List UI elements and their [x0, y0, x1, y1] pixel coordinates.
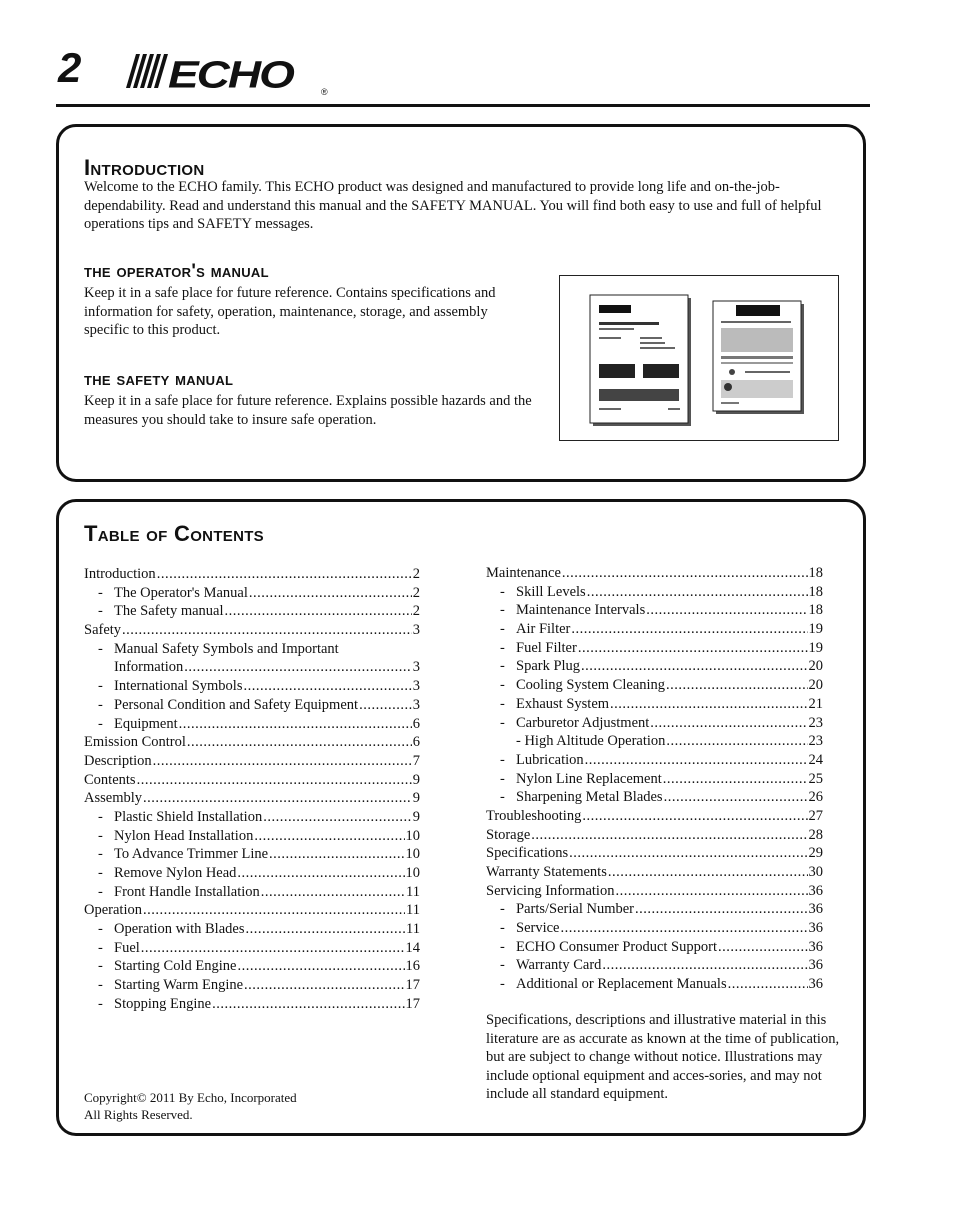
toc-leader-dots — [359, 697, 412, 714]
toc-entry-page: 3 — [412, 696, 420, 713]
toc-entry-label: ECHO Consumer Product Support — [516, 938, 717, 955]
toc-entry: - Warranty Card ..... 36 — [486, 957, 823, 976]
toc-entry-page: 18 — [808, 565, 823, 581]
toc-entry-page: 18 — [808, 602, 823, 619]
toc-entry-page: 26 — [808, 789, 823, 806]
svg-text:ECHO: ECHO — [168, 53, 293, 96]
toc-leader-dots — [728, 976, 808, 993]
toc-right-column — [486, 565, 823, 995]
toc-entry-page: 36 — [808, 882, 823, 899]
toc-entry-page: 9 — [412, 808, 420, 825]
toc-entry-label: Starting Warm Engine — [114, 977, 244, 994]
toc-entry-label: Remove Nylon Head — [114, 865, 237, 881]
toc-entry-page: 2 — [412, 603, 420, 620]
toc-leader-dots — [184, 659, 411, 676]
toc-entry-page: 25 — [808, 770, 823, 787]
toc-entry-label: Safety — [84, 622, 122, 639]
toc-entry: - Starting Cold Engine ..... 16 — [84, 958, 420, 977]
toc-entry — [486, 845, 823, 864]
toc-left-column — [84, 566, 420, 1015]
toc-leader-dots — [137, 772, 412, 789]
toc-leader-dots — [143, 790, 412, 807]
toc-entry — [84, 734, 420, 753]
toc-entry-page: 28 — [808, 826, 823, 843]
toc-entry-label: Operation — [84, 902, 142, 919]
toc-entry: - Manual Safety Symbols and Important — [98, 640, 339, 657]
toc-leader-dots — [179, 716, 412, 733]
toc-entry-label: Servicing Information — [486, 882, 615, 899]
toc-entry: - Spark Plug ..... 20 — [486, 658, 823, 677]
toc-entry-label: Plastic Shield Installation — [114, 808, 263, 825]
toc-entry-page: 36 — [808, 920, 823, 937]
copyright-line: Copyright© 2011 By Echo, Incorporated — [84, 1090, 297, 1105]
toc-entry: - The Operator's Manual ..... 2 — [84, 585, 420, 604]
operators-manual-text: Keep it in a safe place for future reference. Contains specifications and information for safety, operation, maintenance, storage, and assembly specific to this product. — [84, 285, 496, 339]
toc-entry-label: Information — [114, 659, 184, 676]
toc-entry-page: 9 — [412, 771, 420, 788]
toc-leader-dots — [585, 752, 808, 769]
toc-leader-dots — [663, 771, 808, 788]
toc-entry — [486, 733, 823, 752]
toc-entry — [84, 753, 420, 772]
toc-entry-label: Contents — [84, 771, 136, 788]
toc-entry: - International Symbols ..... 3 — [84, 678, 420, 697]
toc-entry: - Equipment ..... 6 — [84, 716, 420, 735]
toc-entry-label: Cooling System Cleaning — [516, 677, 666, 694]
toc-entry-page: 2 — [412, 584, 420, 601]
toc-entry: - Air Filter ..... 19 — [486, 621, 823, 640]
toc-entry-label: Operation with Blades — [114, 921, 245, 938]
toc-entry-page: 3 — [412, 659, 420, 676]
introduction-text: Welcome to the ECHO family. This ECHO product was designed and manufactured to provide long life and on-the-job-dependability. Read and understand this manual and the SAFETY MANUAL. You will find both easy to use and full of helpful operations tips and SAFETY messages. — [84, 179, 822, 233]
toc-leader-dots — [269, 846, 404, 863]
toc-entry-page: 2 — [412, 566, 420, 582]
toc-entry-page: 30 — [808, 864, 823, 880]
toc-leader-dots — [157, 566, 412, 583]
toc-entry-page: 6 — [412, 734, 420, 751]
toc-entry-page: 36 — [808, 938, 823, 955]
toc-entry — [84, 566, 420, 585]
toc-leader-dots — [666, 733, 807, 750]
toc-entry-label: Front Handle Installation — [114, 883, 260, 900]
toc-entry: - Plastic Shield Installation ..... 9 — [84, 809, 420, 828]
toc-entry: - Nylon Line Replacement ..... 25 — [486, 771, 823, 790]
toc-entry-label: Warranty Card — [516, 957, 602, 974]
toc-entry-label: The Safety manual — [114, 603, 224, 620]
toc-entry: - Front Handle Installation ..... 11 — [84, 884, 420, 903]
toc-entry-page: 19 — [808, 621, 823, 638]
toc-entry-page: 18 — [808, 583, 823, 600]
toc-entry-label: Skill Levels — [516, 583, 586, 600]
toc-entry: - ECHO Consumer Product Support ..... 36 — [486, 939, 823, 958]
toc-leader-dots — [225, 603, 412, 620]
toc-entry — [84, 790, 420, 809]
toc-leader-dots — [143, 902, 405, 919]
toc-leader-dots — [582, 808, 807, 825]
toc-entry — [486, 864, 823, 883]
toc-entry: - Maintenance Intervals ..... 18 — [486, 602, 823, 621]
toc-entry-page: 20 — [808, 658, 823, 675]
toc-entry — [84, 772, 420, 791]
toc-entry-label: Introduction — [84, 566, 156, 582]
toc-entry-page: 11 — [406, 902, 420, 919]
toc-entry-page: 17 — [405, 977, 420, 994]
toc-entry: - Fuel ..... 14 — [84, 940, 420, 959]
toc-entry-page: 36 — [808, 957, 823, 974]
toc-leader-dots — [261, 884, 405, 901]
toc-entry-label: Troubleshooting — [486, 807, 582, 824]
toc-entry: - Carburetor Adjustment ..... 23 — [486, 715, 823, 734]
manuals-illustration — [559, 275, 839, 441]
toc-leader-dots — [571, 621, 807, 638]
toc-entry-label: Warranty Statements — [486, 864, 607, 880]
toc-leader-dots — [141, 940, 405, 957]
toc-leader-dots — [153, 753, 412, 770]
toc-leader-dots — [650, 715, 807, 732]
toc-entry-page: 19 — [808, 639, 823, 656]
toc-leader-dots — [562, 565, 808, 582]
toc-leader-dots — [560, 920, 807, 937]
toc-leader-dots — [243, 678, 411, 695]
toc-entry-page: 21 — [808, 695, 823, 712]
toc-entry-label: Assembly — [84, 790, 142, 807]
toc-entry-page: 10 — [405, 846, 420, 863]
toc-entry-label: Equipment — [114, 715, 178, 732]
toc-entry — [84, 622, 420, 641]
toc-leader-dots — [610, 696, 807, 713]
toc-entry-label: Manual Safety Symbols and Important — [114, 640, 339, 657]
toc-entry-page: 14 — [405, 939, 420, 956]
toc-entry-label: Parts/Serial Number — [516, 901, 634, 918]
toc-leader-dots — [237, 865, 404, 882]
toc-entry — [486, 827, 823, 846]
toc-entry-label: Fuel — [114, 939, 140, 956]
table-of-contents-heading: Table of Contents — [84, 521, 264, 546]
toc-entry: - Operation with Blades ..... 11 — [84, 921, 420, 940]
safety-manual-text: Keep it in a safe place for future reference. Explains possible hazards and the measures you should take to insure safe operation. — [84, 393, 532, 428]
toc-entry-page: 36 — [808, 976, 823, 993]
toc-entry-page: 29 — [808, 845, 823, 862]
toc-entry-label: Spark Plug — [516, 658, 581, 675]
toc-leader-dots — [602, 957, 807, 974]
toc-entry-page: 20 — [808, 677, 823, 694]
toc-entry-label: Maintenance — [486, 565, 561, 581]
rights-line: All Rights Reserved. — [84, 1107, 193, 1122]
toc-entry — [84, 902, 420, 921]
toc-entry-page: 16 — [405, 958, 420, 975]
toc-entry: - To Advance Trimmer Line ..... 10 — [84, 846, 420, 865]
toc-entry-label: Nylon Line Replacement — [516, 770, 662, 787]
toc-entry-label: Stopping Engine — [114, 995, 212, 1012]
toc-entry: - Nylon Head Installation ..... 10 — [84, 828, 420, 847]
toc-leader-dots — [615, 883, 807, 900]
operators-manual-heading: the operator's manual — [84, 261, 269, 282]
toc-entry-label: Nylon Head Installation — [114, 827, 254, 844]
toc-leader-dots — [718, 939, 808, 956]
toc-entry: - Exhaust System ..... 21 — [486, 696, 823, 715]
toc-leader-dots — [581, 658, 807, 675]
toc-entry-label: International Symbols — [114, 678, 243, 695]
toc-leader-dots — [212, 996, 404, 1013]
toc-entry-label: Personal Condition and Safety Equipment — [114, 696, 359, 713]
toc-leader-dots — [122, 622, 412, 639]
disclaimer-text: Specifications, descriptions and illustrative material in this literature are as accurate as known at the time of publication, but are subject to change without notice. Illustrations may include optional equipment and acces-sories, and may not include all standard equipment. — [486, 1012, 840, 1102]
toc-leader-dots — [254, 828, 404, 845]
toc-entry-label: Exhaust System — [516, 695, 610, 712]
toc-leader-dots — [531, 827, 807, 844]
toc-entry-label: Lubrication — [516, 751, 584, 768]
echo-logo — [122, 52, 337, 96]
toc-entry — [486, 565, 823, 584]
toc-leader-dots — [569, 845, 807, 862]
toc-entry-page: 11 — [406, 921, 420, 938]
toc-leader-dots — [187, 734, 412, 751]
toc-entry-page: 6 — [412, 715, 420, 732]
toc-leader-dots — [244, 977, 404, 994]
toc-entry-page: 27 — [808, 807, 823, 824]
toc-leader-dots — [664, 789, 808, 806]
toc-leader-dots — [635, 901, 808, 918]
copyright — [84, 1089, 297, 1123]
toc-entry-label: The Operator's Manual — [114, 584, 248, 601]
header-rule — [56, 104, 870, 107]
introduction-heading: Introduction — [84, 155, 205, 180]
toc-entry-page: 36 — [808, 901, 823, 918]
toc-entry-label: Carburetor Adjustment — [516, 714, 650, 731]
toc-entry: - Service ..... 36 — [486, 920, 823, 939]
toc-leader-dots — [237, 958, 404, 975]
toc-entry-label: To Advance Trimmer Line — [114, 846, 269, 863]
toc-entry-label: Fuel Filter — [516, 639, 577, 656]
toc-entry-label: Maintenance Intervals — [516, 602, 646, 619]
toc-leader-dots — [587, 584, 808, 601]
toc-entry-page: 10 — [405, 865, 420, 881]
toc-entry-page: 7 — [412, 752, 420, 769]
toc-entry-label: - High Altitude Operation — [516, 733, 666, 750]
toc-entry: - Stopping Engine ..... 17 — [84, 996, 420, 1015]
toc-entry-page: 10 — [405, 827, 420, 844]
toc-entry: - Parts/Serial Number ..... 36 — [486, 901, 823, 920]
toc-leader-dots — [608, 864, 808, 881]
toc-entry-label: Description — [84, 752, 152, 769]
toc-entry: - Remove Nylon Head ..... 10 — [84, 865, 420, 884]
toc-entry — [486, 808, 823, 827]
toc-entry-page: 11 — [406, 883, 420, 900]
toc-entry: - Fuel Filter ..... 19 — [486, 640, 823, 659]
toc-leader-dots — [646, 602, 807, 619]
toc-entry-label: Sharpening Metal Blades — [516, 789, 663, 806]
toc-entry-page: 23 — [808, 714, 823, 731]
toc-entry: - Cooling System Cleaning ..... 20 — [486, 677, 823, 696]
page-number: 2 — [58, 44, 82, 91]
toc-entry-label: Emission Control — [84, 734, 186, 751]
toc-leader-dots — [263, 809, 412, 826]
safety-manual-heading: the safety manual — [84, 369, 234, 390]
toc-entry-page: 17 — [405, 995, 420, 1012]
toc-entry-page: 24 — [808, 751, 823, 768]
toc-entry: - Skill Levels ..... 18 — [486, 584, 823, 603]
toc-entry-label: Air Filter — [516, 621, 571, 638]
toc-leader-dots — [666, 677, 807, 694]
toc-entry: - Starting Warm Engine ..... 17 — [84, 977, 420, 996]
toc-entry-label: Service — [516, 920, 560, 937]
toc-entry: - Additional or Replacement Manuals ..... 36 — [486, 976, 823, 995]
toc-entry — [84, 659, 420, 678]
toc-entry-page: 3 — [412, 622, 420, 639]
toc-entry-label: Specifications — [486, 845, 569, 862]
toc-entry-label: Additional or Replacement Manuals — [516, 976, 727, 993]
toc-leader-dots — [249, 585, 412, 602]
toc-leader-dots — [245, 921, 405, 938]
toc-entry-label: Starting Cold Engine — [114, 958, 237, 975]
toc-entry: - Personal Condition and Safety Equipment ..... 3 — [84, 697, 420, 716]
toc-entry: - Lubrication ..... 24 — [486, 752, 823, 771]
toc-entry-label: Storage — [486, 826, 531, 843]
toc-entry — [486, 883, 823, 902]
toc-entry-page: 23 — [808, 733, 823, 750]
toc-entry-page: 9 — [412, 790, 420, 807]
toc-entry: - Sharpening Metal Blades ..... 26 — [486, 789, 823, 808]
toc-entry: - The Safety manual ..... 2 — [84, 603, 420, 622]
toc-leader-dots — [578, 640, 808, 657]
svg-text:®: ® — [321, 87, 328, 96]
toc-entry-page: 3 — [412, 678, 420, 695]
